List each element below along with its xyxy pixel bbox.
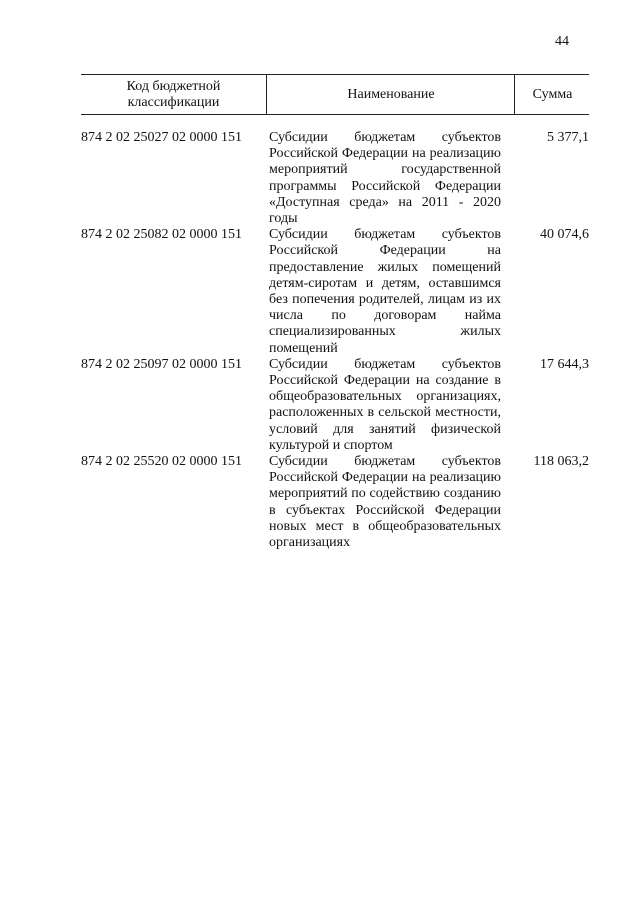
- table-row: [81, 130, 589, 227]
- page-number: 44: [555, 34, 569, 49]
- budget-table: [81, 74, 589, 551]
- row-sum: 17 644,3: [540, 356, 589, 372]
- row-name: Субсидии бюджетам субъектов Российской Федерации на реализацию мероприятий по содействию созданию в субъектах Российской Федерации новых мест в общеобразовательных организациях: [269, 454, 501, 551]
- row-code: 874 2 02 25097 02 0000 151: [81, 356, 242, 372]
- header-sum: Сумма: [514, 75, 590, 114]
- table-row: [81, 357, 589, 454]
- table-header: [81, 74, 589, 115]
- row-code: 874 2 02 25027 02 0000 151: [81, 130, 242, 145]
- header-code: Код бюджетной классификации: [126, 78, 221, 110]
- row-name: Субсидии бюджетам субъектов Российской Федерации на предоставление жилых помещений детям-сиротам и детям, оставшимся без попечения родителей, лицам из их числа по договорам найма специализированных жилых помещений: [269, 227, 501, 356]
- header-name: Наименование: [266, 75, 515, 114]
- table-row: [81, 454, 589, 551]
- row-code: 874 2 02 25520 02 0000 151: [81, 454, 242, 470]
- row-sum: 118 063,2: [533, 454, 589, 470]
- row-name: Субсидии бюджетам субъектов Российской Федерации на реализацию мероприятий государственной программы Российской Федерации «Доступная среда» на 2011 - 2020 годы: [269, 130, 501, 227]
- table-row: [81, 227, 589, 357]
- row-sum: 5 377,1: [547, 130, 589, 145]
- row-name: Субсидии бюджетам субъектов Российской Федерации на создание в общеобразовательных организациях, расположенных в сельской местности, условий для занятий физической культурой и спортом: [269, 356, 501, 453]
- row-sum: 40 074,6: [540, 227, 589, 243]
- table-body: [81, 130, 589, 551]
- row-code: 874 2 02 25082 02 0000 151: [81, 227, 242, 243]
